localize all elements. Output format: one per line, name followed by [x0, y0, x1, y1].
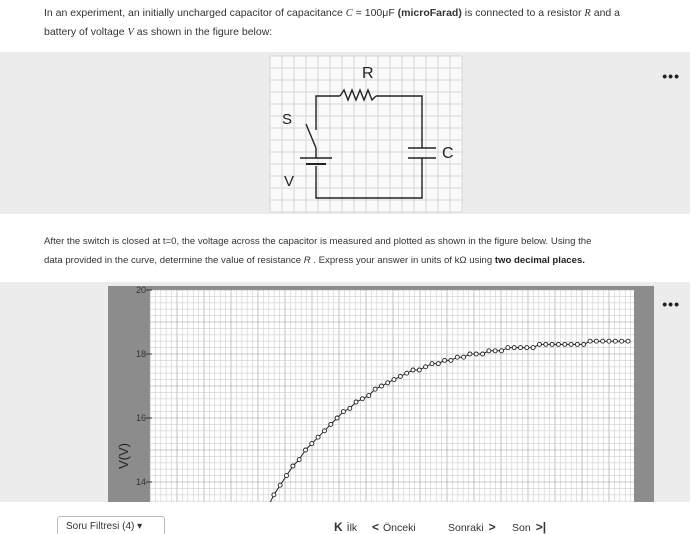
data-point: [329, 422, 333, 426]
data-point: [550, 342, 554, 346]
question-filter-dropdown[interactable]: Soru Filtresi (4) ▾: [57, 516, 165, 534]
data-point: [443, 358, 447, 362]
data-point: [285, 474, 289, 478]
battery-label: V: [284, 173, 295, 190]
data-point: [398, 374, 402, 378]
data-point: [360, 397, 364, 401]
chart-image-panel: [0, 282, 690, 502]
data-point: [316, 435, 320, 439]
data-point: [417, 368, 421, 372]
data-point: [626, 339, 630, 343]
data-point: [569, 342, 573, 346]
next-button[interactable]: Sonraki >: [448, 520, 496, 534]
data-point: [474, 352, 478, 356]
data-point: [291, 464, 295, 468]
data-point: [367, 394, 371, 398]
data-point: [620, 339, 624, 343]
data-point: [512, 346, 516, 350]
data-point: [481, 352, 485, 356]
data-point: [462, 355, 466, 359]
more-options-icon[interactable]: •••: [662, 68, 680, 84]
data-point: [500, 349, 504, 353]
data-point: [556, 342, 560, 346]
y-axis-label: V(V): [116, 443, 131, 469]
data-point: [348, 406, 352, 410]
data-point: [323, 429, 327, 433]
data-point: [525, 346, 529, 350]
y-tick-label: 14: [135, 477, 146, 487]
data-point: [506, 346, 510, 350]
data-point: [354, 400, 358, 404]
chevron-left-icon: <: [372, 520, 380, 534]
prev-button[interactable]: < Önceki: [372, 520, 416, 534]
data-point: [411, 368, 415, 372]
data-point: [341, 410, 345, 414]
data-point: [544, 342, 548, 346]
circuit-diagram: [0, 52, 690, 214]
data-point: [468, 352, 472, 356]
capacitor-label: C: [442, 145, 454, 162]
data-point: [519, 346, 523, 350]
data-point: [588, 339, 592, 343]
data-point: [405, 371, 409, 375]
data-point: [278, 483, 282, 487]
question-text: In an experiment, an initially uncharged capacitor of capacitance C = 100μF (microFarad) is connected to a resistor R and a battery of voltage V as shown in the figure below:: [44, 7, 621, 38]
data-point: [424, 365, 428, 369]
circuit-image-panel: [0, 52, 690, 214]
data-point: [310, 442, 314, 446]
data-point: [335, 416, 339, 420]
data-point: [297, 458, 301, 462]
y-tick-label: 20: [135, 285, 146, 295]
data-point: [379, 384, 383, 388]
chevron-right-icon: >: [488, 520, 496, 534]
data-point: [607, 339, 611, 343]
data-point: [538, 342, 542, 346]
data-point: [436, 362, 440, 366]
data-point: [487, 349, 491, 353]
data-point: [531, 346, 535, 350]
voltage-chart: [0, 282, 690, 502]
data-point: [373, 387, 377, 391]
resistor-label: R: [362, 65, 374, 82]
more-options-icon-2[interactable]: •••: [662, 296, 680, 312]
y-tick-label: 16: [135, 413, 146, 423]
y-tick-label: 18: [135, 349, 146, 359]
data-point: [594, 339, 598, 343]
data-point: [601, 339, 605, 343]
data-point: [304, 448, 308, 452]
data-point: [575, 342, 579, 346]
data-point: [392, 378, 396, 382]
first-button[interactable]: K İlk: [334, 520, 358, 534]
question-text-2: After the switch is closed at t=0, the voltage across the capacitor is measured and plotted as shown in the figure below. Using the data provided in the curve, determine the value of resistance R . Express your answer in units of kΩ using two decimal places.: [44, 236, 592, 266]
data-point: [449, 358, 453, 362]
data-point: [455, 355, 459, 359]
data-point: [493, 349, 497, 353]
data-point: [563, 342, 567, 346]
last-page-icon: >|: [535, 520, 547, 534]
data-point: [430, 362, 434, 366]
switch-label: S: [282, 111, 293, 128]
data-point: [613, 339, 617, 343]
last-button[interactable]: Son >|: [512, 520, 547, 534]
data-point: [272, 493, 276, 497]
data-point: [582, 342, 586, 346]
first-page-icon: K: [334, 520, 343, 534]
data-point: [386, 381, 390, 385]
